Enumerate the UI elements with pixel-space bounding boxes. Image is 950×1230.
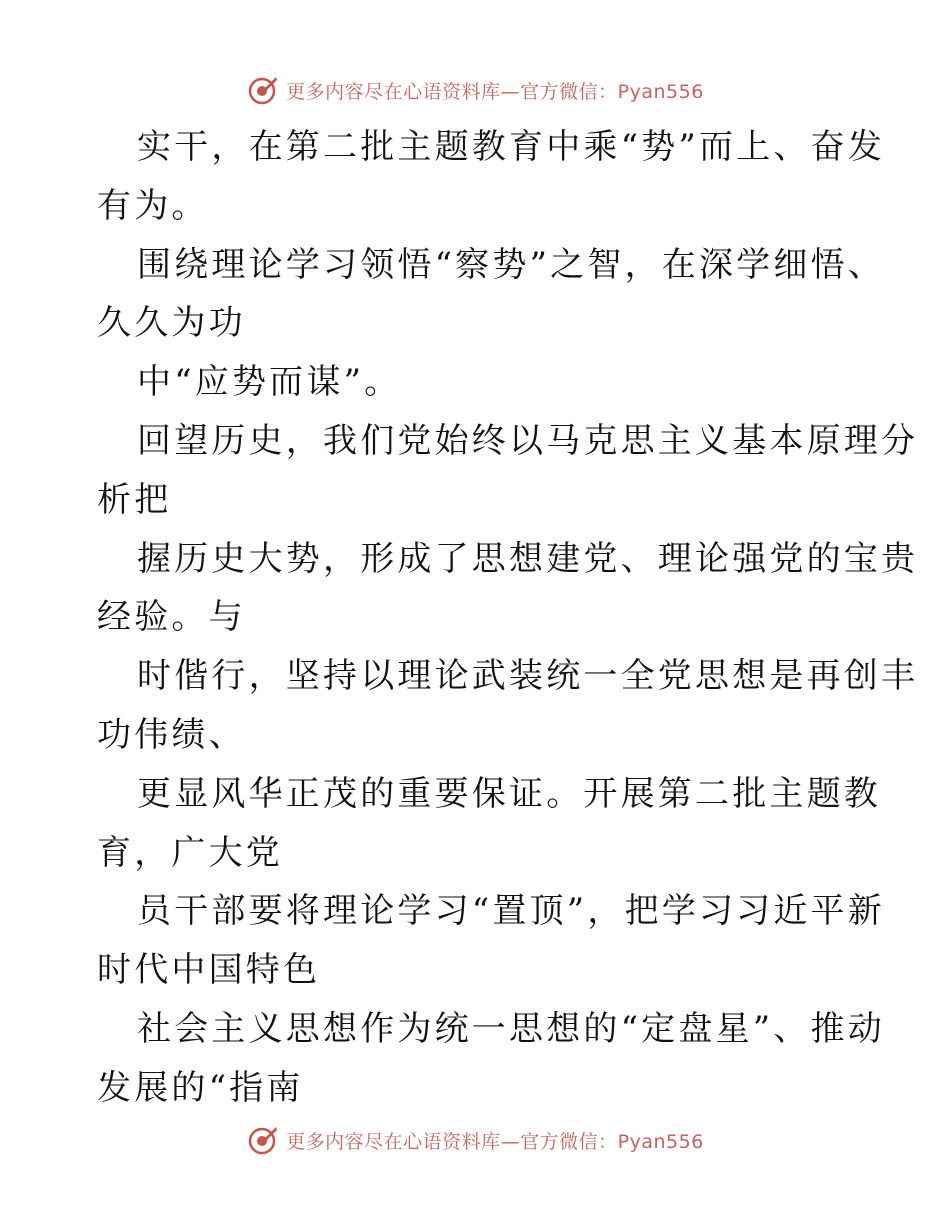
logo-icon (246, 1124, 278, 1156)
text-line: 功伟绩、 (97, 714, 246, 755)
text-line: 中“应势而谋”。 (137, 362, 402, 403)
text-line: 育，广大党 (97, 832, 283, 873)
text-line: 析把 (97, 479, 172, 520)
text-line: 发展的“指南 (97, 1067, 304, 1108)
text-line: 有为。 (97, 185, 209, 226)
document-body (97, 118, 919, 1118)
watermark-text: 更多内容尽在心语资料库—官方微信：Pyan556 (286, 80, 704, 103)
text-line: 经验。与 (97, 597, 246, 638)
text-line: 围绕理论学习领悟“察势”之智，在深学细悟、 (137, 244, 885, 285)
text-line: 握历史大势，形成了思想建党、理论强党的宝贵 (137, 538, 919, 579)
footer-watermark (0, 1120, 950, 1160)
text-line: 回望历史，我们党始终以马克思主义基本原理分 (137, 420, 919, 461)
watermark-text: 更多内容尽在心语资料库—官方微信：Pyan556 (286, 1130, 704, 1153)
logo-icon (246, 74, 278, 106)
text-line: 更显风华正茂的重要保证。开展第二批主题教 (137, 773, 881, 814)
text-line: 社会主义思想作为统一思想的“定盘星”、推动 (137, 1008, 885, 1049)
text-line: 久久为功 (97, 303, 246, 344)
text-line: 时代中国特色 (97, 950, 321, 991)
text-line: 时偕行，坚持以理论武装统一全党思想是再创丰 (137, 656, 919, 697)
text-line: 实干，在第二批主题教育中乘“势”而上、奋发 (137, 127, 885, 167)
header-watermark (0, 70, 950, 110)
text-line: 员干部要将理论学习“置顶”，把学习习近平新 (137, 891, 885, 932)
